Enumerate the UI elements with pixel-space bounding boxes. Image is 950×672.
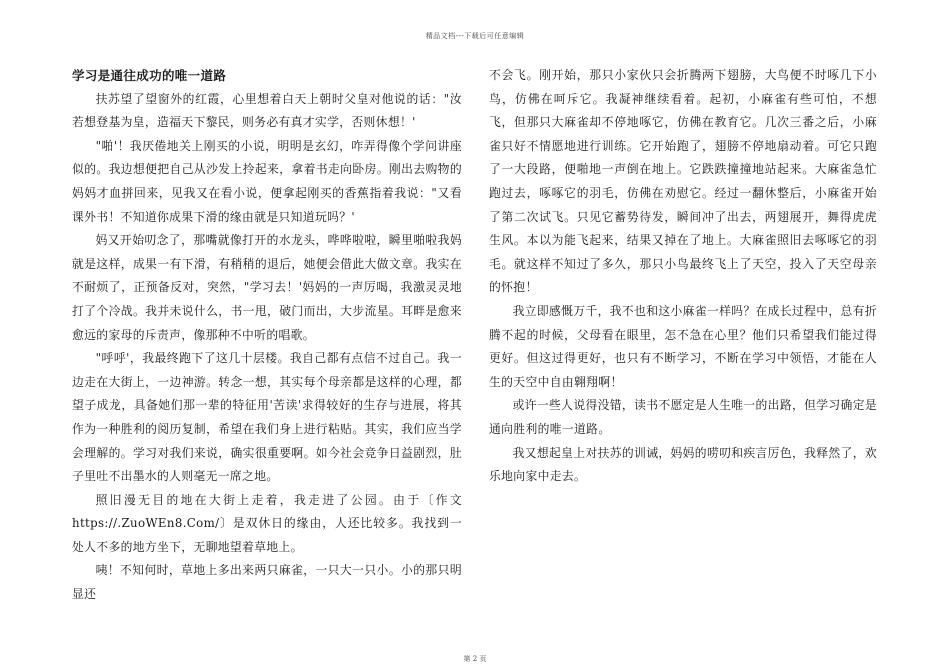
paragraph: 或许一些人说得没错，读书不愿定是人生唯一的出路，但学习确定是通向胜利的唯一道路。 [489, 398, 878, 436]
paragraph: "呼呼'，我最终跑下了这几十层楼。我自己都有点信不过自己。我一边走在大街上，一边神游。转念一想，其实每个母亲都是这样的心理，都望子成龙，具备她们那一辈的特征用'苦读'求得较好的生存与进展，将其作为一种胜利的阅历复制，希望在我们身上进行粘贴。其实，我们应当学会理解的。学习对我们来说，确实很重要啊。如今社会竞争日益剧烈，肚子里吐不出墨水的人则毫无一席之地。 [72, 351, 462, 484]
paragraph-continuation: 不会飞。刚开始，那只小家伙只会折腾两下翅膀，大鸟便不时啄几下小鸟，仿佛在呵斥它。我凝神继续看着。起初，小麻雀有些可怕，不想飞，但那只大麻雀却不停地啄它，仿佛在教育它。几次三番之后，小麻雀只好不情愿地进行训练。它开始跑了，翅膀不停地扇动着。可它只跑了一大段路，便啪地一声倒在地上。它跌跌撞撞地站起来。大麻雀急忙跑过去，啄啄它的羽毛，仿佛在劝慰它。经过一翻休整后，小麻雀开始了第二次试飞。只见它蓄势待发，瞬间冲了出去，两翅展开，舞得虎虎生风。本以为能飞起来，结果又掉在了地上。大麻雀照旧去啄啄它的羽毛。就这样不知过了多久，那只小鸟最终飞上了天空，投入了天空母亲的怀抱！ [489, 68, 877, 295]
article-title: 学习是通往成功的唯一道路 [72, 68, 227, 83]
paragraph: 我又想起皇上对扶苏的训诫，妈妈的唠叨和疾言厉色，我释然了，欢乐地向家中走去。 [489, 445, 878, 484]
paragraph: 妈又开始叨念了，那嘴就像打开的水龙头，哗哗啦啦，瞬里啪啦我妈就是这样，成果一有下滑，有稍稍的退后，她便会借此大做文章。我实在不耐烦了，正预备反对，突然，"学习去！'妈妈的一声厉喝，我激灵灵地打了个冷战。我并未说什么，书一甩，破门而出，大步流星。耳畔是愈来愈远的家母的斥责声，像那种不中听的唱歌。 [72, 233, 462, 342]
left-column [72, 64, 462, 607]
page-header: 精品文档---下载后可任意编辑 [425, 32, 525, 40]
paragraph: 我立即感慨万千，我不也和这小麻雀一样吗？在成长过程中，总有折腾不起的时候，父母看在眼里，怎不急在心里？他们只希望我们能过得更好。但这过得更好，也只有不断学习，不断在学习中领悟，才能在人生的天空中自由翱翔啊！ [489, 303, 878, 389]
paragraph: 扶苏望了望窗外的红霞，心里想着白天上朝时父皇对他说的话："汝若想登基为皇，造福天下黎民，则务必有真才实学，否则休想！' [72, 91, 462, 130]
paragraph: 照旧漫无目的地在大街上走着，我走进了公园。由于〔作文https://.ZuoWEn8.Com/〕是双休日的缘由，人还比较多。我找到一处人不多的地方坐下，无聊地望着草地上。 [72, 492, 462, 554]
paragraph: "啪'！我厌倦地关上刚买的小说，明明是玄幻，咋弄得像个学问讲座似的。我边想便把自己从沙发上拎起来，拿着书走向卧房。刚出去购物的妈妈才血拼回来，见我又在看小说，便拿起刚买的香蕉指着我说："又看课外书！不知道你成果下滑的缘由就是只知道玩吗？' [72, 138, 462, 224]
right-column [489, 64, 877, 489]
paragraph: 咦！不知何时，草地上多出来两只麻雀，一只大一只小。小的那只明显还 [72, 563, 462, 602]
page-number: 第 2 页 [463, 655, 487, 663]
